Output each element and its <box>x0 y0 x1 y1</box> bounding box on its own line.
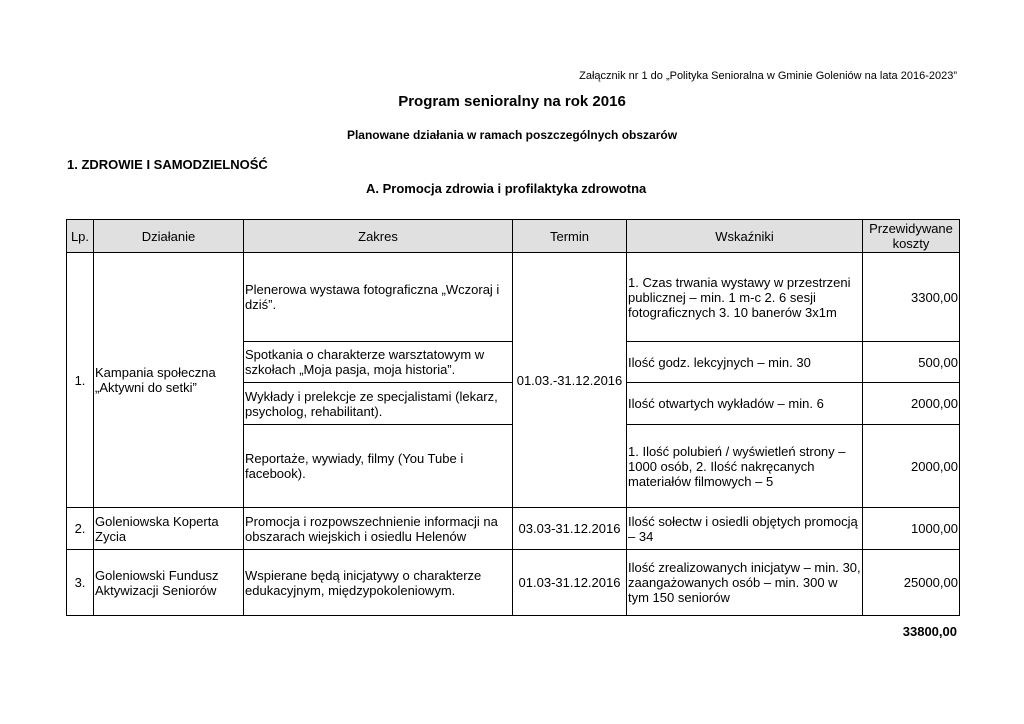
row1-wskazniki-4: 1. Ilość polubień / wyświetleń strony – 1000 osób, 2. Ilość nakręcanych materiałów filmowych – 5 <box>627 425 863 508</box>
row1-koszty-1: 3300,00 <box>863 253 960 342</box>
row2-termin: 03.03-31.12.2016 <box>513 508 627 550</box>
row2-lp: 2. <box>67 508 94 550</box>
program-table <box>66 219 960 616</box>
total-cost: 33800,00 <box>902 624 957 639</box>
row1-zakres-3: Wykłady i prelekcje ze specjalistami (lekarz, psycholog, rehabilitant). <box>244 383 513 425</box>
table-row <box>67 508 960 550</box>
row1-zakres-4: Reportaże, wywiady, filmy (You Tube i facebook). <box>244 425 513 508</box>
row3-dzialanie: Goleniowski Fundusz Aktywizacji Seniorów <box>94 550 244 616</box>
row2-dzialanie: Goleniowska Koperta Zycia <box>94 508 244 550</box>
section-heading: 1. ZDROWIE I SAMODZIELNOŚĆ <box>67 157 268 172</box>
row2-wskazniki: Ilość sołectw i osiedli objętych promocją – 34 <box>627 508 863 550</box>
document-subtitle: Planowane działania w ramach poszczególnych obszarów <box>346 128 678 142</box>
row1-zakres-1: Plenerowa wystawa fotograficzna „Wczoraj i dziś”. <box>244 253 513 342</box>
row1-dzialanie: Kampania społeczna „Aktywni do setki” <box>94 253 244 508</box>
row3-lp: 3. <box>67 550 94 616</box>
row3-koszty: 25000,00 <box>863 550 960 616</box>
header-dzialanie: Działanie <box>94 220 244 253</box>
header-wskazniki: Wskaźniki <box>627 220 863 253</box>
row1-zakres-2: Spotkania o charakterze warsztatowym w szkołach „Moja pasja, moja historia”. <box>244 342 513 383</box>
row1-wskazniki-1: 1. Czas trwania wystawy w przestrzeni publicznej – min. 1 m-c 2. 6 sesji fotograficznych 3. 10 banerów 3x1m <box>627 253 863 342</box>
table-row <box>67 253 960 342</box>
table-header-row <box>67 220 960 253</box>
row1-wskazniki-3: Ilość otwartych wykładów – min. 6 <box>627 383 863 425</box>
row3-termin: 01.03-31.12.2016 <box>513 550 627 616</box>
header-lp: Lp. <box>67 220 94 253</box>
row1-koszty-2: 500,00 <box>863 342 960 383</box>
row2-koszty: 1000,00 <box>863 508 960 550</box>
row1-wskazniki-2: Ilość godz. lekcyjnych – min. 30 <box>627 342 863 383</box>
row1-koszty-3: 2000,00 <box>863 383 960 425</box>
subsection-heading: A. Promocja zdrowia i profilaktyka zdrowotna <box>366 181 647 196</box>
row1-lp: 1. <box>67 253 94 508</box>
row3-zakres: Wspierane będą inicjatywy o charakterze edukacyjnym, międzypokoleniowym. <box>244 550 513 616</box>
table-row <box>67 550 960 616</box>
row1-termin: 01.03.-31.12.2016 <box>513 253 627 508</box>
header-koszty: Przewidywane koszty <box>863 220 960 253</box>
document-title: Program senioralny na rok 2016 <box>398 93 626 110</box>
header-zakres: Zakres <box>244 220 513 253</box>
annex-note: Załącznik nr 1 do „Polityka Senioralna w Gminie Goleniów na lata 2016-2023” <box>579 70 957 82</box>
row3-wskazniki: Ilość zrealizowanych inicjatyw – min. 30, zaangażowanych osób – min. 300 w tym 150 seniorów <box>627 550 863 616</box>
row2-zakres: Promocja i rozpowszechnienie informacji na obszarach wiejskich i osiedlu Helenów <box>244 508 513 550</box>
row1-koszty-4: 2000,00 <box>863 425 960 508</box>
header-termin: Termin <box>513 220 627 253</box>
